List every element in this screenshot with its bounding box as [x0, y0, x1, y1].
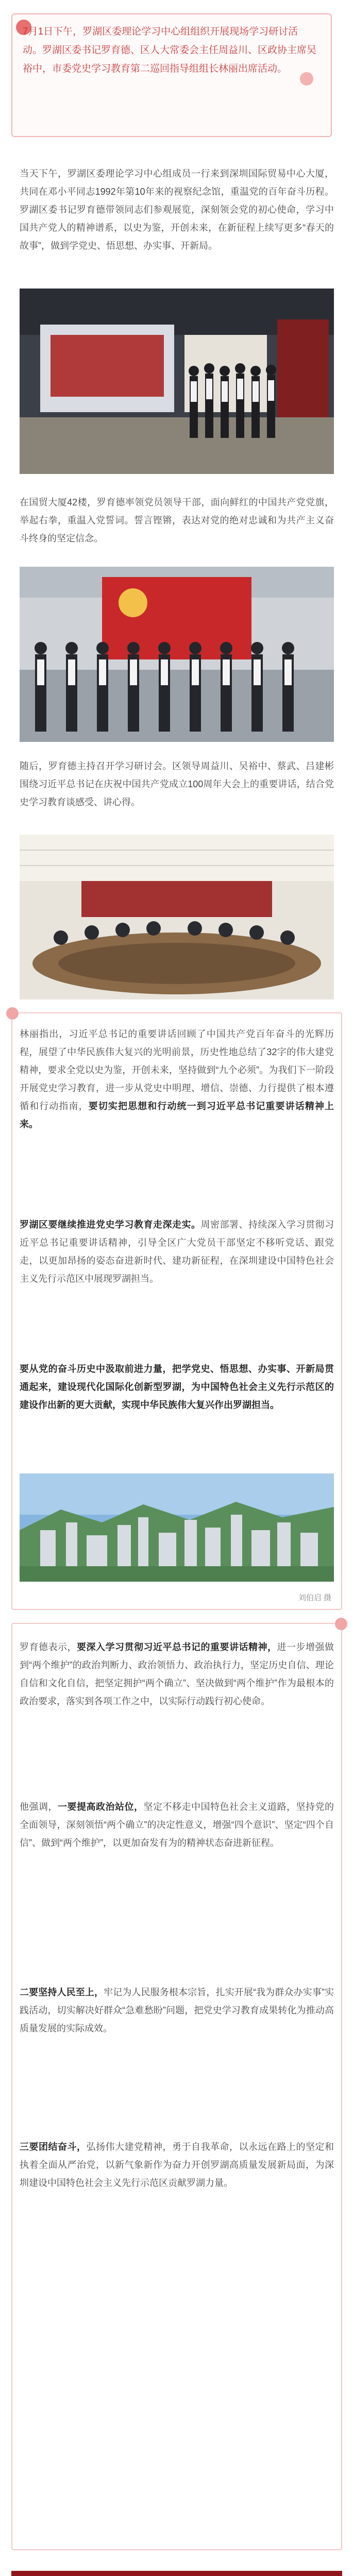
paragraph-6: 要从党的奋斗历史中汲取前进力量，把学党史、悟思想、办实事、开新局贯通起来，建设现代化国际化创新型罗湖，为中国特色社会主义先行示范区的建设作出新的更大贡献，实现中华民族伟大复兴作出罗湖担当。	[20, 1364, 334, 1410]
photo-exhibition-hall	[20, 289, 334, 474]
paragraph-8	[20, 1798, 334, 1852]
paragraph-4-emphasis: 要切实把思想和行动统一到习近平总书记重要讲话精神上来。	[20, 1101, 334, 1129]
photo-oath	[20, 567, 334, 742]
paragraph-10-text: 弘扬伟大建党精神，勇于自我革命，以永远在路上的坚定和执着全面从严治党，以新气象新作为奋力开创罗湖高质量发展新局面，为深圳建设中国特色社会主义先行示范区贡献罗湖力量。	[20, 2142, 334, 2188]
paragraph-4-text: 林丽指出，习近平总书记的重要讲话回顾了中国共产党百年奋斗的光辉历程，展望了中华民族伟大复兴的光明前景，历史性地总结了32字的伟大建党精神，要求全党以史为鉴，开创未来，坚持做到“九个必须”。为我们下一阶段开展党史学习教育，进一步从党史中明理、增信、崇德、力行提供了根本遵循和行动指南，	[20, 1029, 334, 1111]
paragraph-7-emphasis: 要深入学习贯彻习近平总书记的重要讲话精神，	[77, 1642, 277, 1652]
paragraph-9-emphasis: 二要坚持人民至上，	[20, 1987, 104, 1997]
paragraph-8-lead: 他强调，	[20, 1802, 58, 1812]
photo-meeting	[20, 835, 334, 999]
decor-dot-icon	[6, 1007, 19, 1020]
intro-text: 7月1日下午，罗湖区委理论学习中心组组织开展现场学习研讨活动。罗湖区委书记罗育德、区人大常委会主任周益川、区政协主席吴裕中，市委党史学习教育第二巡回指导组组长林丽出席活动。	[23, 26, 317, 74]
paragraph-10	[20, 2138, 334, 2192]
paragraph-4	[20, 1025, 334, 1133]
decor-dot-icon	[335, 1618, 347, 1630]
quote-frame	[11, 1623, 342, 2550]
paragraph-10-emphasis: 三要团结奋斗，	[20, 2142, 87, 2152]
paragraph-9-text: 牢记为人民服务根本宗旨，扎实开展“我为群众办实事”实践活动，切实解决好群众“急难愁盼”问题，把党史学习教育成果转化为推动高质量发展的实际成效。	[20, 1987, 334, 2033]
photo-city-skyline	[20, 1473, 334, 1582]
paragraph-2: 在国贸大厦42楼，罗育德率领党员领导干部，面向鲜红的中国共产党党旗，举起右拳，重温入党誓词。誓言铿锵，表达对党的绝对忠诚和为共产主义奋斗终身的坚定信念。	[20, 497, 334, 544]
paragraph-3: 随后，罗育德主持召开学习研讨会。区领导周益川、吴裕中、蔡武、吕建彬围绕习近平总书记在庆祝中国共产党成立100周年大会上的重要讲话，结合党史学习教育谈感受、讲心得。	[20, 761, 334, 807]
paragraph-8-text: 坚定不移走中国特色社会主义道路，坚持党的全面领导，深刻领悟“两个确立”的决定性意义，增强“四个意识”、坚定“四个自信”、做到“两个维护”，以更加奋发有为的精神状态奋进新征程。	[20, 1802, 334, 1848]
paragraph-7	[20, 1638, 334, 1710]
paragraph-5-emphasis: 罗湖区要继续推进党史学习教育走深走实。	[20, 1219, 201, 1230]
paragraph-5	[20, 1216, 334, 1288]
banner-party-history[interactable]	[11, 2571, 342, 2576]
paragraph-7-lead: 罗育德表示，	[20, 1642, 77, 1652]
paragraph-9	[20, 1984, 334, 2038]
photo-caption: 刘伯启 摄	[298, 1594, 331, 1602]
paragraph-5-text: 周密部署、持续深入学习贯彻习近平总书记重要讲话精神，引导全区广大党员干部坚定不移听党话、跟党走，以更加昂扬的姿态奋进新时代、建功新征程，在深圳建设中国特色社会主义先行示范区中展现罗湖担当。	[20, 1219, 334, 1284]
paragraph-8-emphasis: 一要提高政治站位，	[58, 1802, 144, 1812]
paragraph-7-text: 进一步增强做到“两个维护”的政治判断力、政治领悟力、政治执行力，坚定历史自信、理论自信和文化自信，把坚定拥护“两个确立”、坚决做到“两个维护”作为最根本的政治要求，落实到各项工作之中，以实际行动践行初心使命。	[20, 1642, 334, 1706]
intro-section	[0, 0, 353, 165]
paragraph-1: 当天下午，罗湖区委理论学习中心组成员一行来到深圳国际贸易中心大厦，共同在邓小平同志1992年第10年来的视察纪念馆，重温党的百年奋斗历程。罗湖区委书记罗育德带领同志们参观展览，深刻领会党的初心使命，学习中国共产党人的精神谱系，以史为鉴，开创未来，在新征程上续写更多“春天的故事”，做到学党史、悟思想、办实事、开新局。	[20, 168, 334, 251]
